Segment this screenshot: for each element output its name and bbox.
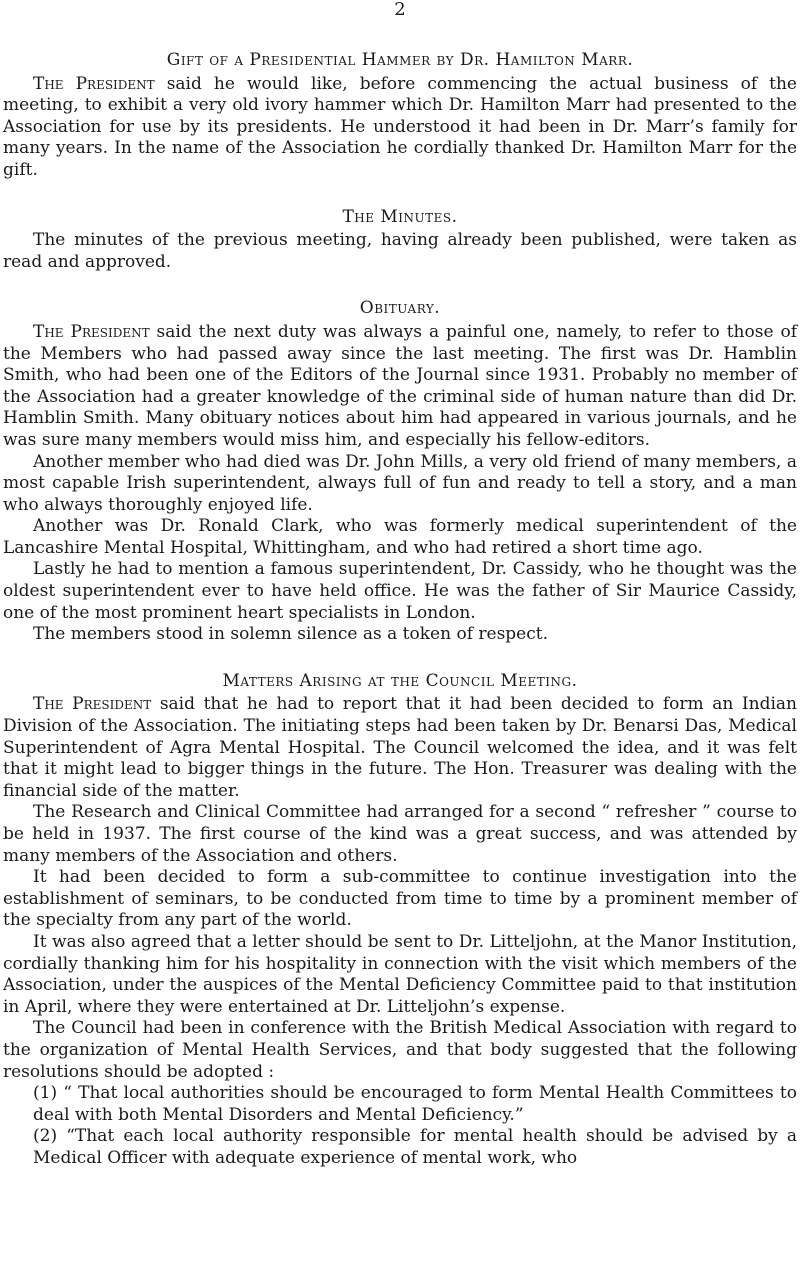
paragraph-text: said the next duty was always a painful one, namely, to refer to those of the Members who had passed away since the last meeting. The first was Dr. Hamblin Smith, who had been one of the Editors of the Journal since 1931. Probably no member of the Association had a greater knowledge of the criminal side of human nature than did Dr. Hamblin Smith. Many obituary notices about him had appeared in various journals, and he was sure many members would miss him, and especially his fellow-editors. bbox=[3, 321, 797, 450]
section-obituary bbox=[3, 298, 797, 646]
paragraph: The Council had been in conference with the British Medical Association with regard to the organization of Mental Health Services, and that body suggested that the following resolutions should be adopted : bbox=[3, 1018, 797, 1082]
president-label: The President bbox=[33, 73, 155, 94]
president-label: The President bbox=[33, 321, 150, 342]
section-heading-obituary: Obituary. bbox=[359, 298, 441, 319]
section-council bbox=[3, 671, 797, 1170]
paragraph: Another was Dr. Ronald Clark, who was formerly medical superintendent of the Lancashire Mental Hospital, Whittingham, and who had retired a short time ago. bbox=[3, 516, 797, 558]
section-minutes bbox=[3, 207, 797, 274]
paragraph bbox=[3, 322, 797, 452]
page-number: 2 bbox=[394, 0, 406, 20]
paragraph: The minutes of the previous meeting, having already been published, were taken as read and approved. bbox=[3, 230, 797, 272]
paragraph: The Research and Clinical Committee had arranged for a second “ refresher ” course to be held in 1937. The first course of the kind was a great success, and was attended by many members of the Association and others. bbox=[3, 802, 797, 866]
paragraph: Another member who had died was Dr. John Mills, a very old friend of many members, a most capable Irish superintendent, always full of fun and ready to tell a story, and a man who always thoroughly enjoyed life. bbox=[3, 451, 797, 515]
paragraph: Lastly he had to mention a famous superintendent, Dr. Cassidy, who he thought was the oldest superintendent ever to have held office. He was the father of Sir Maurice Cassidy, one of the most prominent heart specialists in London. bbox=[3, 559, 797, 623]
paragraph-text: said he would like, before commencing the actual business of the meeting, to exhibit a very old ivory hammer which Dr. Hamilton Marr had presented to the Association for use by its presidents. He understood it had been in Dr. Marr’s family for many years. In the name of the Association he cordially thanked Dr. Hamilton Marr for the gift. bbox=[3, 73, 797, 180]
paragraph: It had been decided to form a sub-committee to continue investigation into the establishment of seminars, to be conducted from time to time by a prominent member of the specialty from any part of the world. bbox=[3, 867, 797, 931]
resolution-2: (2) “That each local authority responsible for mental health should be advised by a Medical Officer with adequate experience of mental work, who bbox=[33, 1126, 797, 1168]
paragraph bbox=[3, 694, 797, 802]
section-heading-gift: Gift of a Presidential Hammer by Dr. Hamilton Marr. bbox=[166, 50, 634, 70]
paragraph-text: said that he had to report that it had been decided to form an Indian Division of the Association. The initiating steps had been taken by Dr. Benarsi Das, Medical Superintendent of Agra Mental Hospital. The Council welcomed the idea, and it was felt that it might lead to bigger things in the future. The Hon. Treasurer was dealing with the financial side of the matter. bbox=[3, 694, 797, 801]
section-gift bbox=[3, 50, 797, 182]
section-heading-council: Matters Arising at the Council Meeting. bbox=[222, 670, 578, 691]
paragraph: It was also agreed that a letter should be sent to Dr. Litteljohn, at the Manor Institution, cordially thanking him for his hospitality in connection with the visit which members of the Association, under the auspices of the Mental Deficiency Committee paid to that institution in April, where they were entertained at Dr. Litteljohn’s expense. bbox=[3, 931, 797, 1017]
section-heading-minutes: The Minutes. bbox=[342, 206, 458, 227]
paragraph bbox=[3, 74, 797, 182]
resolution-1: (1) “ That local authorities should be encouraged to form Mental Health Committees to deal with both Mental Disorders and Mental Deficiency.” bbox=[33, 1083, 797, 1125]
president-label: The President bbox=[33, 694, 152, 715]
paragraph: The members stood in solemn silence as a token of respect. bbox=[33, 624, 548, 645]
